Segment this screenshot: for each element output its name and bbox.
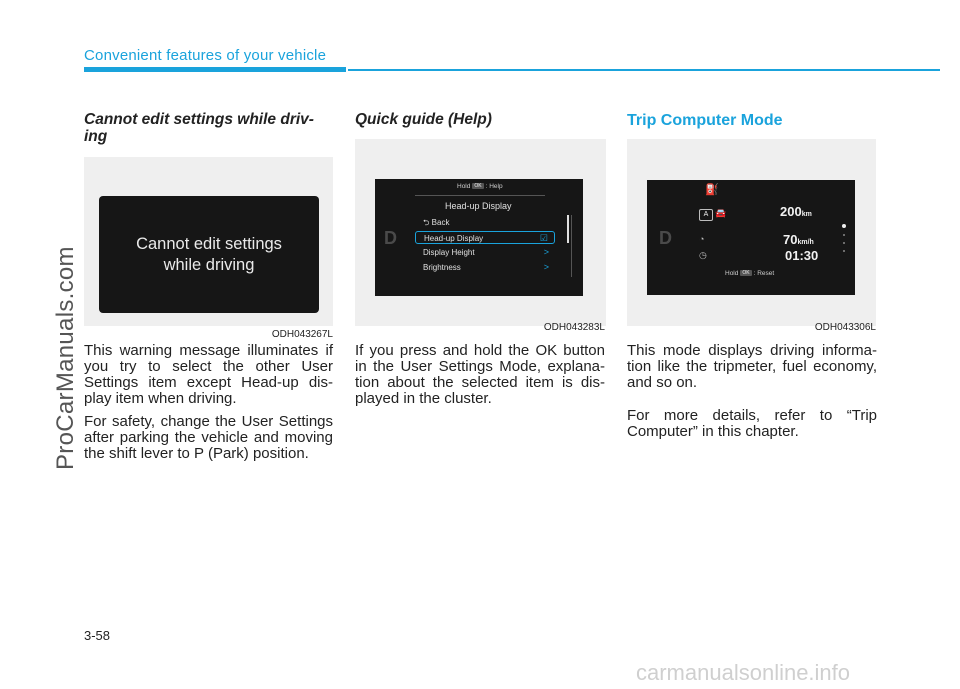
car-icon: 🚘 [715, 208, 727, 218]
menu-item-label: Brightness [423, 263, 461, 272]
menu-item-brightness [423, 261, 555, 274]
heading-quick-guide: Quick guide (Help) [355, 111, 492, 128]
section-title: Convenient features of your vehicle [84, 47, 327, 64]
menu-item-back [423, 216, 553, 229]
speed-readout [783, 232, 814, 247]
hold-label: Hold [725, 270, 739, 277]
time-value: 01:30 [785, 248, 819, 263]
fuel-station-icon: ⛽ [705, 184, 719, 196]
hold-ok-reset [725, 270, 774, 277]
help-label: : Help [485, 183, 503, 190]
trip-a-badge: A [699, 209, 713, 221]
warning-line-1: Cannot edit settings [136, 234, 282, 253]
paragraph: This warning message illuminates if you try to select the other User Settings item except Head-up dis-play item when driving. [84, 342, 333, 407]
paragraph: This mode displays driving informa-tion like the tripmeter, fuel economy, and so on. [627, 342, 877, 391]
paragraph: If you press and hold the OK button in the User Settings Mode, explana-tion about the selected item is dis-played in the cluster. [355, 342, 605, 407]
figure-code: ODH043267L [271, 329, 333, 340]
ok-chip: OK [742, 270, 750, 277]
hold-ok-help [457, 183, 503, 190]
heading-cannot-edit: Cannot edit settings while driv- ing [84, 111, 314, 145]
page-dot [843, 250, 845, 252]
clock-icon: ◷ [699, 250, 707, 260]
page-number: 3-58 [84, 628, 111, 643]
distance-unit: km [801, 211, 812, 218]
page-dot [843, 242, 845, 244]
header-rule-thin [348, 69, 940, 71]
header-rule-thick [84, 67, 346, 72]
paragraph: For safety, change the User Settings after parking the vehicle and moving the shift lever to P (Park) position. [84, 413, 333, 462]
reset-label: : Reset [753, 270, 775, 277]
speedometer-icon: ◔ [699, 234, 705, 244]
menu-title: Head-up Display [445, 201, 512, 211]
cluster-warning-screen [99, 196, 319, 313]
body-text-col3 [627, 343, 877, 447]
scrollbar [567, 215, 569, 243]
page-dot [843, 234, 845, 236]
heading-trip-computer: Trip Computer Mode [627, 112, 783, 129]
checkbox-icon: ☑ [539, 233, 548, 243]
scroll-track [571, 215, 572, 277]
side-watermark: ProCarManuals.com [52, 246, 79, 470]
chevron-right-icon: > [543, 247, 549, 257]
hold-label: Hold [457, 183, 471, 190]
cluster-help-screen [375, 179, 583, 296]
speed-value: 70 [783, 232, 798, 247]
footer-watermark: carmanualsonline.info [636, 660, 851, 685]
menu-item-display-height [423, 246, 555, 259]
menu-item-label: Display Height [423, 248, 475, 257]
distance-value: 200 [780, 204, 802, 219]
warning-line-2: while driving [163, 255, 255, 274]
title-divider [415, 195, 545, 196]
menu-item-label: Head-up Display [424, 234, 484, 243]
menu-item-label: Back [431, 218, 450, 227]
figure-code: ODH043306L [814, 322, 876, 333]
gear-indicator: D [659, 228, 672, 248]
ok-chip: OK [474, 183, 482, 190]
speed-unit: km/h [797, 239, 814, 246]
page-dot-active [842, 224, 846, 228]
gear-indicator: D [384, 228, 397, 248]
body-text-col2 [355, 343, 605, 414]
paragraph: For more details, refer to “Trip Computer” in this chapter. [627, 407, 877, 440]
chevron-right-icon: > [543, 262, 549, 272]
figure-code: ODH043283L [543, 322, 605, 333]
distance-readout [780, 204, 812, 219]
back-arrow-icon: ⮌ [423, 218, 430, 227]
body-text-col1 [84, 343, 333, 469]
cluster-trip-screen [647, 180, 855, 295]
menu-item-selected [415, 231, 555, 244]
